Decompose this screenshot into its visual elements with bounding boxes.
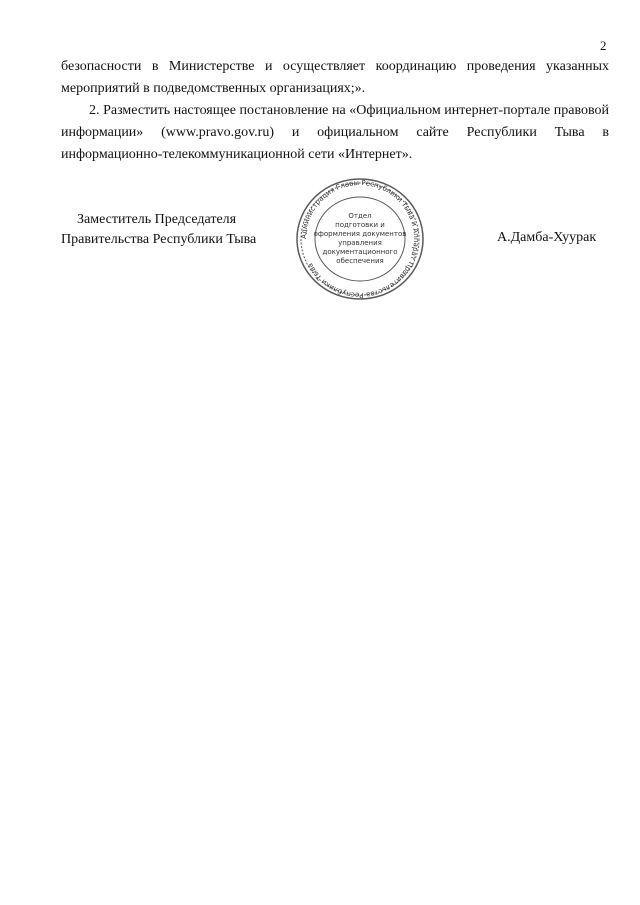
signature-name: А.Дамба-Хуурак (497, 230, 597, 245)
stamp-ring-text: Администрация Главы Республики Тыва и Аппарат Правительства Республики Тыва (299, 178, 421, 300)
stamp-center-line: Отдел (348, 212, 372, 220)
body-text (61, 56, 609, 166)
page-number: 2 (600, 38, 607, 53)
stamp-center-line: обеспечения (336, 257, 384, 265)
paragraph-1: безопасности в Министерстве и осуществляет координацию проведения указанных мероприятий в подведомственных организациях;». (61, 59, 609, 96)
official-stamp (294, 176, 426, 302)
stamp-center-line: управления (338, 239, 382, 247)
stamp-center-line: оформления документов (313, 230, 407, 238)
stamp-center-line: подготовки и (335, 221, 385, 229)
paragraph-2: 2. Разместить настоящее постановление на «Официальном интернет-портале правовой информации» (www.pravo.gov.ru) и официальном сайте Республики Тыва в информационно-телекоммуникационной сети «Интернет». (61, 103, 609, 162)
signature-position-line-1: Заместитель Председателя (77, 212, 237, 227)
signature-position (61, 210, 256, 250)
signature-position-line-2: Правительства Республики Тыва (61, 232, 257, 247)
stamp-center-line: документационного (322, 248, 398, 256)
